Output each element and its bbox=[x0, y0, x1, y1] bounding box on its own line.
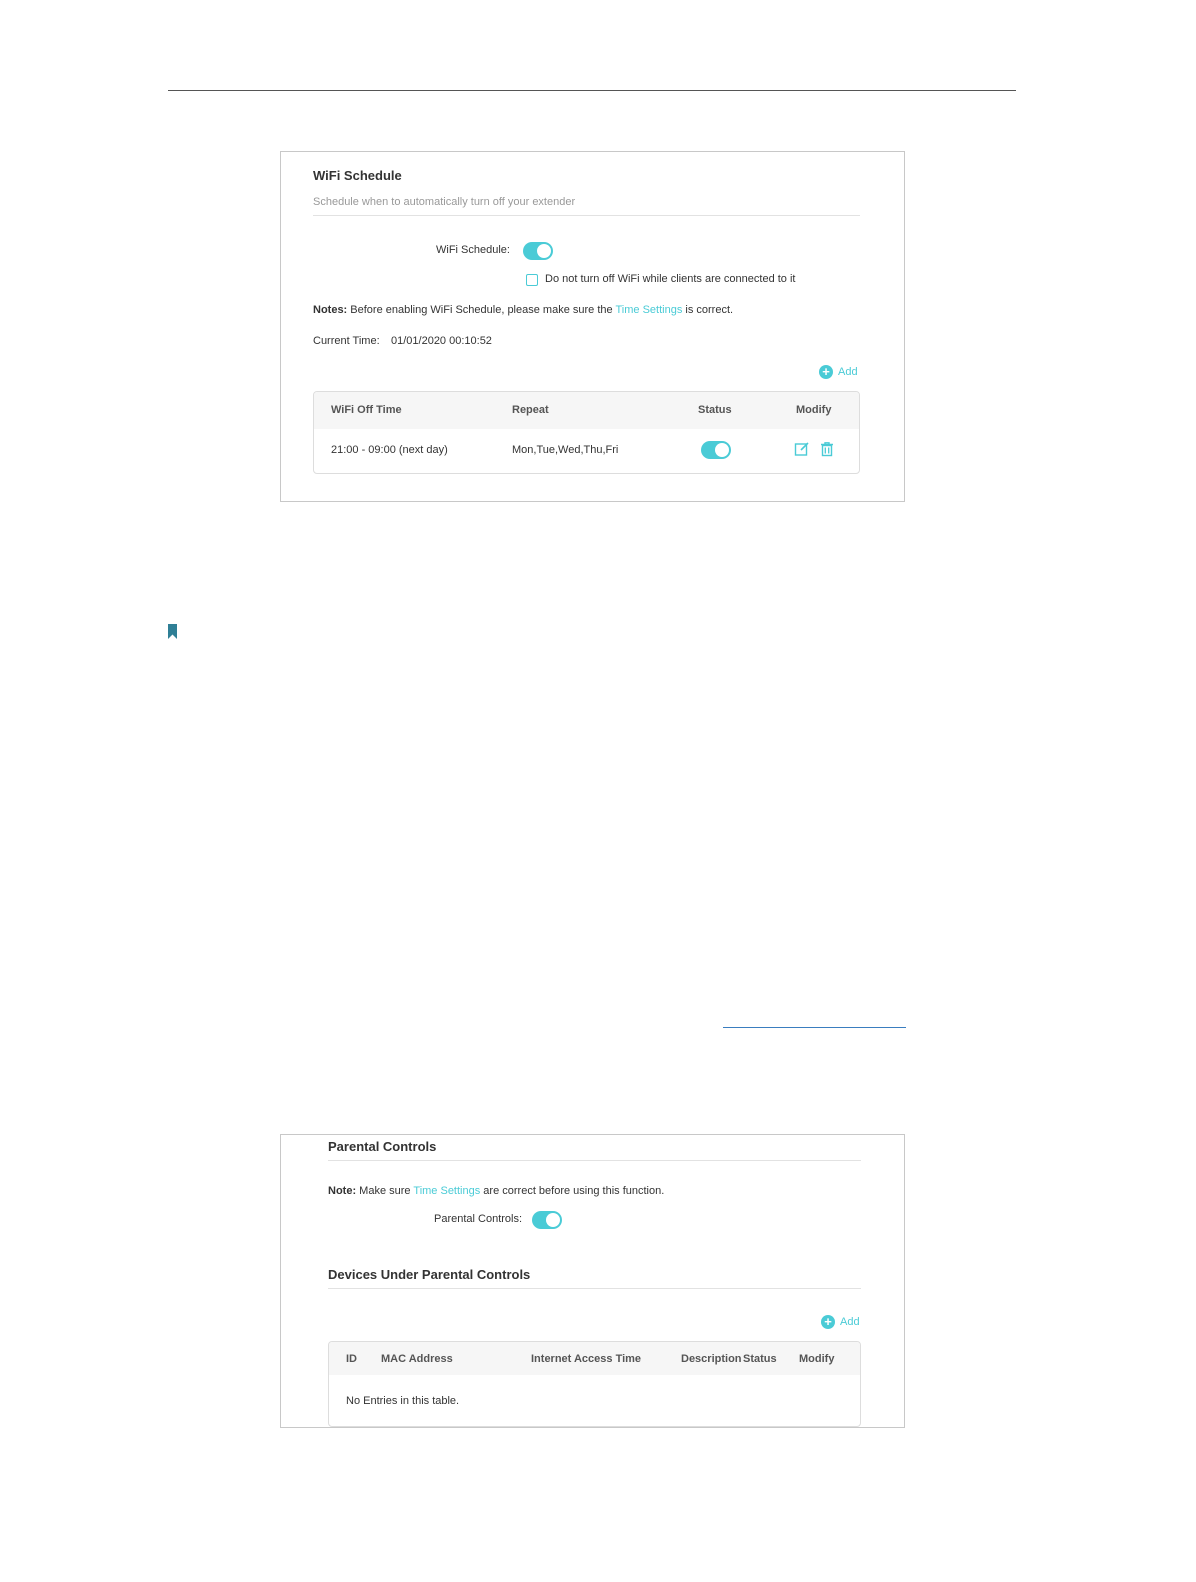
wifi-schedule-add-button[interactable] bbox=[819, 365, 858, 379]
hyperlink-underline bbox=[723, 1027, 906, 1028]
parental-controls-panel bbox=[280, 1134, 905, 1428]
wifi-schedule-toggle[interactable] bbox=[523, 242, 553, 260]
add-icon: + bbox=[821, 1315, 835, 1329]
table-header bbox=[314, 392, 859, 429]
wifi-schedule-toggle-label: WiFi Schedule: bbox=[436, 244, 510, 256]
row-off-time: 21:00 - 09:00 (next day) bbox=[331, 444, 448, 456]
col-header-status: Status bbox=[743, 1353, 777, 1365]
notes-text-end: is correct. bbox=[685, 304, 734, 316]
parental-controls-table bbox=[328, 1341, 861, 1427]
row-repeat: Mon,Tue,Wed,Thu,Fri bbox=[512, 444, 619, 456]
toggle-knob bbox=[546, 1213, 560, 1227]
add-icon: + bbox=[819, 365, 833, 379]
notes-text: Before enabling WiFi Schedule, please make sure the bbox=[350, 304, 613, 316]
col-header-id: ID bbox=[346, 1353, 357, 1365]
table-header bbox=[329, 1342, 860, 1375]
time-settings-link[interactable]: Time Settings bbox=[615, 304, 683, 316]
page-header-rule bbox=[168, 90, 1016, 91]
current-time-value: 01/01/2020 00:10:52 bbox=[391, 335, 492, 347]
wifi-schedule-panel bbox=[280, 151, 905, 502]
delete-icon[interactable] bbox=[819, 441, 835, 457]
parental-controls-toggle[interactable] bbox=[532, 1211, 562, 1229]
note-bold: Note: bbox=[328, 1185, 357, 1197]
current-time-label: Current Time: bbox=[313, 335, 380, 347]
devices-section-title: Devices Under Parental Controls bbox=[328, 1267, 531, 1282]
add-label: Add bbox=[838, 366, 858, 378]
col-header-description: Description bbox=[681, 1353, 742, 1365]
parental-controls-divider bbox=[328, 1160, 861, 1161]
toggle-knob bbox=[537, 244, 551, 258]
col-header-mac: MAC Address bbox=[381, 1353, 453, 1365]
col-header-modify: Modify bbox=[799, 1353, 835, 1365]
col-header-modify: Modify bbox=[796, 404, 832, 416]
time-settings-link[interactable]: Time Settings bbox=[413, 1185, 481, 1197]
wifi-schedule-subtitle: Schedule when to automatically turn off your extender bbox=[313, 196, 576, 208]
col-header-access-time: Internet Access Time bbox=[531, 1353, 642, 1365]
parental-controls-note bbox=[328, 1185, 664, 1197]
devices-divider bbox=[328, 1288, 861, 1289]
toggle-knob bbox=[715, 443, 729, 457]
empty-table-text: No Entries in this table. bbox=[346, 1395, 460, 1407]
col-header-repeat: Repeat bbox=[512, 404, 549, 416]
row-status-toggle[interactable] bbox=[701, 441, 731, 459]
parental-controls-title: Parental Controls bbox=[328, 1139, 437, 1154]
wifi-schedule-table bbox=[313, 391, 860, 474]
parental-controls-add-button[interactable] bbox=[821, 1315, 860, 1329]
keep-wifi-on-label: Do not turn off WiFi while clients are connected to it bbox=[545, 273, 796, 285]
col-header-status: Status bbox=[698, 404, 732, 416]
edit-icon[interactable] bbox=[794, 441, 810, 457]
notes-bold: Notes: bbox=[313, 304, 348, 316]
col-header-off-time: WiFi Off Time bbox=[331, 404, 402, 416]
parental-controls-toggle-label: Parental Controls: bbox=[434, 1213, 523, 1225]
note-text-end: are correct before using this function. bbox=[483, 1185, 665, 1197]
note-text: Make sure bbox=[359, 1185, 411, 1197]
bookmark-icon bbox=[168, 624, 177, 639]
add-label: Add bbox=[840, 1316, 860, 1328]
wifi-schedule-divider bbox=[313, 215, 860, 216]
keep-wifi-on-checkbox[interactable] bbox=[526, 274, 538, 286]
wifi-schedule-notes bbox=[313, 304, 733, 316]
wifi-schedule-title: WiFi Schedule bbox=[313, 168, 402, 183]
